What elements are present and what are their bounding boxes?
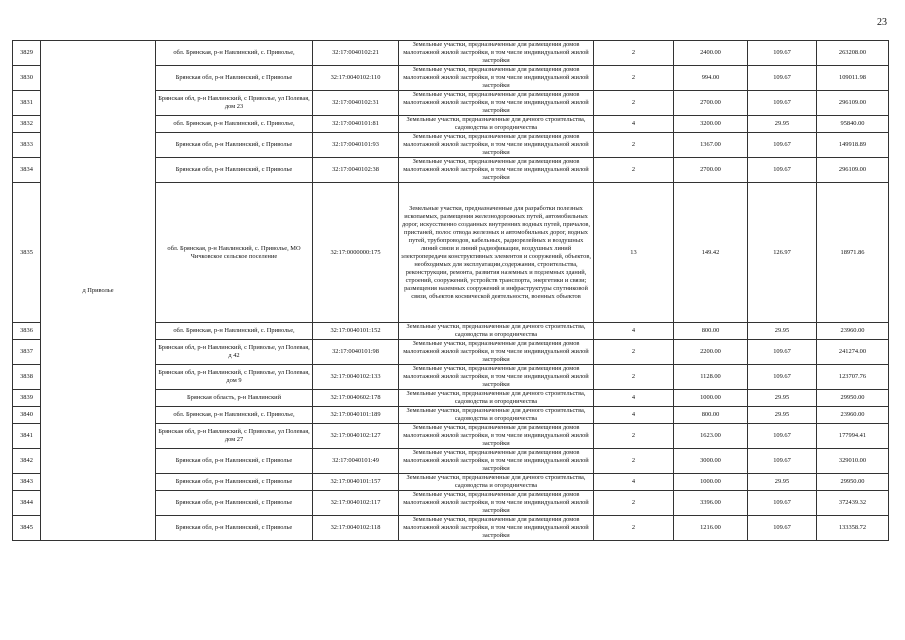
row-land-use: Земельные участки, предназначенные для дачного строительства, садоводства и огородничества [399, 407, 594, 424]
row-number: 3838 [13, 365, 41, 390]
row-land-use: Земельные участки, предназначенные для размещения домов малоэтажной жилой застройки, в том числе индивидуальной жилой застройки [399, 491, 594, 516]
row-land-use: Земельные участки, предназначенные для размещения домов малоэтажной жилой застройки, в том числе индивидуальной жилой застройки [399, 340, 594, 365]
row-cadastral-number: 32:17:0040101:49 [313, 449, 399, 474]
row-area: 2700.00 [674, 91, 748, 116]
row-rate: 109.67 [748, 133, 817, 158]
row-area: 3000.00 [674, 449, 748, 474]
row-number: 3844 [13, 491, 41, 516]
row-cadastral-value: 296109.00 [817, 158, 889, 183]
row-area: 1000.00 [674, 390, 748, 407]
row-cadastral-number: 32:17:0040102:38 [313, 158, 399, 183]
row-area: 2200.00 [674, 340, 748, 365]
row-land-use: Земельные участки, предназначенные для размещения домов малоэтажной жилой застройки, в том числе индивидуальной жилой застройки [399, 41, 594, 66]
row-rate: 109.67 [748, 66, 817, 91]
row-number: 3836 [13, 323, 41, 340]
row-cadastral-number: 32:17:0040602:178 [313, 390, 399, 407]
row-area: 1623.00 [674, 424, 748, 449]
row-use-code: 4 [594, 390, 674, 407]
row-use-code: 4 [594, 323, 674, 340]
row-rate: 29.95 [748, 390, 817, 407]
row-address: обл. Брянская, р-н Навлинский, с. Приволье, [156, 323, 313, 340]
row-cadastral-number: 32:17:0040102:118 [313, 516, 399, 541]
row-cadastral-number: 32:17:0040102:21 [313, 41, 399, 66]
row-area: 2400.00 [674, 41, 748, 66]
row-cadastral-number: 32:17:0040102:133 [313, 365, 399, 390]
row-rate: 109.67 [748, 158, 817, 183]
row-number: 3833 [13, 133, 41, 158]
row-number: 3830 [13, 66, 41, 91]
row-cadastral-number: 32:17:0040101:81 [313, 116, 399, 133]
row-address: Брянская обл, р-н Навлинский, с Приволье, ул Полевая, дом 27 [156, 424, 313, 449]
row-address: Брянская обл, р-н Навлинский, с Приволье [156, 449, 313, 474]
row-land-use: Земельные участки, предназначенные для размещения домов малоэтажной жилой застройки, в том числе индивидуальной жилой застройки [399, 516, 594, 541]
row-address: Брянская обл, р-н Навлинский, с Приволье [156, 133, 313, 158]
row-land-use: Земельные участки, предназначенные для размещения домов малоэтажной жилой застройки, в том числе индивидуальной жилой застройки [399, 66, 594, 91]
row-address: обл. Брянская, р-н Навлинский, с. Приволье, МО Чичковское сельское поселение [156, 183, 313, 323]
row-cadastral-number: 32:17:0040101:157 [313, 474, 399, 491]
row-address: Брянская обл, р-н Навлинский, с Приволье [156, 66, 313, 91]
row-rate: 29.95 [748, 474, 817, 491]
row-cadastral-number: 32:17:0040102:31 [313, 91, 399, 116]
row-cadastral-value: 133358.72 [817, 516, 889, 541]
row-number: 3840 [13, 407, 41, 424]
row-address: Брянская обл, р-н Навлинский, с Приволье [156, 516, 313, 541]
row-number: 3843 [13, 474, 41, 491]
row-address: Брянская обл, р-н Навлинский, с Приволье, ул Полевая, д 42 [156, 340, 313, 365]
row-area: 1216.00 [674, 516, 748, 541]
row-cadastral-value: 123707.76 [817, 365, 889, 390]
row-rate: 109.67 [748, 516, 817, 541]
row-cadastral-number: 32:17:0040102:127 [313, 424, 399, 449]
row-land-use: Земельные участки, предназначенные для размещения домов малоэтажной жилой застройки, в том числе индивидуальной жилой застройки [399, 91, 594, 116]
row-cadastral-value: 29950.00 [817, 474, 889, 491]
row-rate: 109.67 [748, 365, 817, 390]
row-use-code: 2 [594, 66, 674, 91]
row-cadastral-value: 23960.00 [817, 407, 889, 424]
row-rate: 109.67 [748, 491, 817, 516]
row-cadastral-value: 372439.32 [817, 491, 889, 516]
row-cadastral-number: 32:17:0040101:98 [313, 340, 399, 365]
row-rate: 109.67 [748, 41, 817, 66]
row-land-use: Земельные участки, предназначенные для дачного строительства, садоводства и огородничества [399, 474, 594, 491]
row-use-code: 2 [594, 91, 674, 116]
row-address: Брянская обл, р-н Навлинский, с Приволье [156, 158, 313, 183]
row-address: Брянская обл, р-н Навлинский, с Приволье, ул Полевая, дом 9 [156, 365, 313, 390]
row-area: 1128.00 [674, 365, 748, 390]
locality-cell: д Приволье [41, 41, 156, 541]
row-cadastral-value: 109011.98 [817, 66, 889, 91]
row-cadastral-number: 32:17:0040102:110 [313, 66, 399, 91]
row-use-code: 2 [594, 365, 674, 390]
row-use-code: 2 [594, 516, 674, 541]
row-land-use: Земельные участки, предназначенные для разработки полезных ископаемых, размещения железнодорожных путей, автомобильных дорог, искусственно созданных внутренних водных путей, причалов, пристаней, полос отвода железных и автомобильных дорог, водных путей, трубопроводов, кабельных, радиорелейных и воздушных линий связи и линий радиофикации, воздушных линий электропередачи конструктивных элементов и сооружений, объектов, необходимых для эксплуатации,содержания, строительства, реконструкции, ремонта, развития наземных и подземных зданий, строений, сооружений, устройств транспорта, энергетики и связи; размещения наземных сооружений и инфраструктуры спутниковой связи, объектов космической деятельности, военных объектов [399, 183, 594, 323]
row-number: 3834 [13, 158, 41, 183]
row-cadastral-value: 263208.00 [817, 41, 889, 66]
row-use-code: 4 [594, 474, 674, 491]
row-land-use: Земельные участки, предназначенные для размещения домов малоэтажной жилой застройки, в том числе индивидуальной жилой застройки [399, 424, 594, 449]
table-row [13, 41, 889, 66]
row-rate: 29.95 [748, 323, 817, 340]
row-number: 3835 [13, 183, 41, 323]
row-rate: 29.95 [748, 407, 817, 424]
row-number: 3845 [13, 516, 41, 541]
row-rate: 109.67 [748, 91, 817, 116]
row-address: Брянская обл, р-н Навлинский, с Приволье [156, 474, 313, 491]
row-cadastral-value: 29950.00 [817, 390, 889, 407]
row-area: 149.42 [674, 183, 748, 323]
row-cadastral-value: 241274.00 [817, 340, 889, 365]
row-use-code: 2 [594, 491, 674, 516]
row-address: обл. Брянская, р-н Навлинский, с. Приволье, [156, 116, 313, 133]
row-rate: 109.67 [748, 424, 817, 449]
row-area: 3396.00 [674, 491, 748, 516]
row-use-code: 2 [594, 133, 674, 158]
row-cadastral-value: 329010.00 [817, 449, 889, 474]
land-register-table [12, 40, 889, 541]
row-rate: 29.95 [748, 116, 817, 133]
row-address: обл. Брянская, р-н Навлинский, с. Приволье, [156, 407, 313, 424]
row-use-code: 2 [594, 41, 674, 66]
row-land-use: Земельные участки, предназначенные для размещения домов малоэтажной жилой застройки, в том числе индивидуальной жилой застройки [399, 133, 594, 158]
row-area: 1000.00 [674, 474, 748, 491]
row-address: Брянская обл, р-н Навлинский, с Приволье, ул Полевая, дом 23 [156, 91, 313, 116]
row-use-code: 2 [594, 158, 674, 183]
row-land-use: Земельные участки, предназначенные для размещения домов малоэтажной жилой застройки, в том числе индивидуальной жилой застройки [399, 449, 594, 474]
row-cadastral-number: 32:17:0040101:189 [313, 407, 399, 424]
row-use-code: 2 [594, 340, 674, 365]
row-area: 800.00 [674, 407, 748, 424]
row-land-use: Земельные участки, предназначенные для дачного строительства, садоводства и огородничества [399, 323, 594, 340]
row-land-use: Земельные участки, предназначенные для размещения домов малоэтажной жилой застройки, в том числе индивидуальной жилой застройки [399, 365, 594, 390]
row-area: 800.00 [674, 323, 748, 340]
row-land-use: Земельные участки, предназначенные для дачного строительства, садоводства и огородничества [399, 116, 594, 133]
row-number: 3832 [13, 116, 41, 133]
row-rate: 109.67 [748, 449, 817, 474]
row-cadastral-value: 95840.00 [817, 116, 889, 133]
row-cadastral-value: 23960.00 [817, 323, 889, 340]
row-cadastral-number: 32:17:0040102:117 [313, 491, 399, 516]
row-rate: 109.67 [748, 340, 817, 365]
row-area: 2700.00 [674, 158, 748, 183]
row-cadastral-value: 296109.00 [817, 91, 889, 116]
row-use-code: 13 [594, 183, 674, 323]
row-number: 3841 [13, 424, 41, 449]
row-area: 3200.00 [674, 116, 748, 133]
row-rate: 126.97 [748, 183, 817, 323]
row-number: 3837 [13, 340, 41, 365]
row-cadastral-value: 149918.89 [817, 133, 889, 158]
row-number: 3842 [13, 449, 41, 474]
row-address: Брянская обл, р-н Навлинский, с Приволье [156, 491, 313, 516]
row-address: обл. Брянская, р-н Навлинский, с. Приволье, [156, 41, 313, 66]
row-use-code: 4 [594, 116, 674, 133]
row-area: 994.00 [674, 66, 748, 91]
row-number: 3839 [13, 390, 41, 407]
row-number: 3831 [13, 91, 41, 116]
row-use-code: 2 [594, 449, 674, 474]
row-cadastral-value: 18971.86 [817, 183, 889, 323]
row-cadastral-number: 32:17:0040101:93 [313, 133, 399, 158]
row-use-code: 4 [594, 407, 674, 424]
row-address: Брянская область, р-н Навлинский [156, 390, 313, 407]
row-cadastral-number: 32:17:0040101:152 [313, 323, 399, 340]
page-number: 23 [877, 17, 887, 28]
row-cadastral-number: 32:17:0000000:175 [313, 183, 399, 323]
row-area: 1367.00 [674, 133, 748, 158]
row-land-use: Земельные участки, предназначенные для дачного строительства, садоводства и огородничества [399, 390, 594, 407]
row-land-use: Земельные участки, предназначенные для размещения домов малоэтажной жилой застройки, в том числе индивидуальной жилой застройки [399, 158, 594, 183]
row-cadastral-value: 177994.41 [817, 424, 889, 449]
table-body [13, 41, 889, 541]
row-number: 3829 [13, 41, 41, 66]
row-use-code: 2 [594, 424, 674, 449]
